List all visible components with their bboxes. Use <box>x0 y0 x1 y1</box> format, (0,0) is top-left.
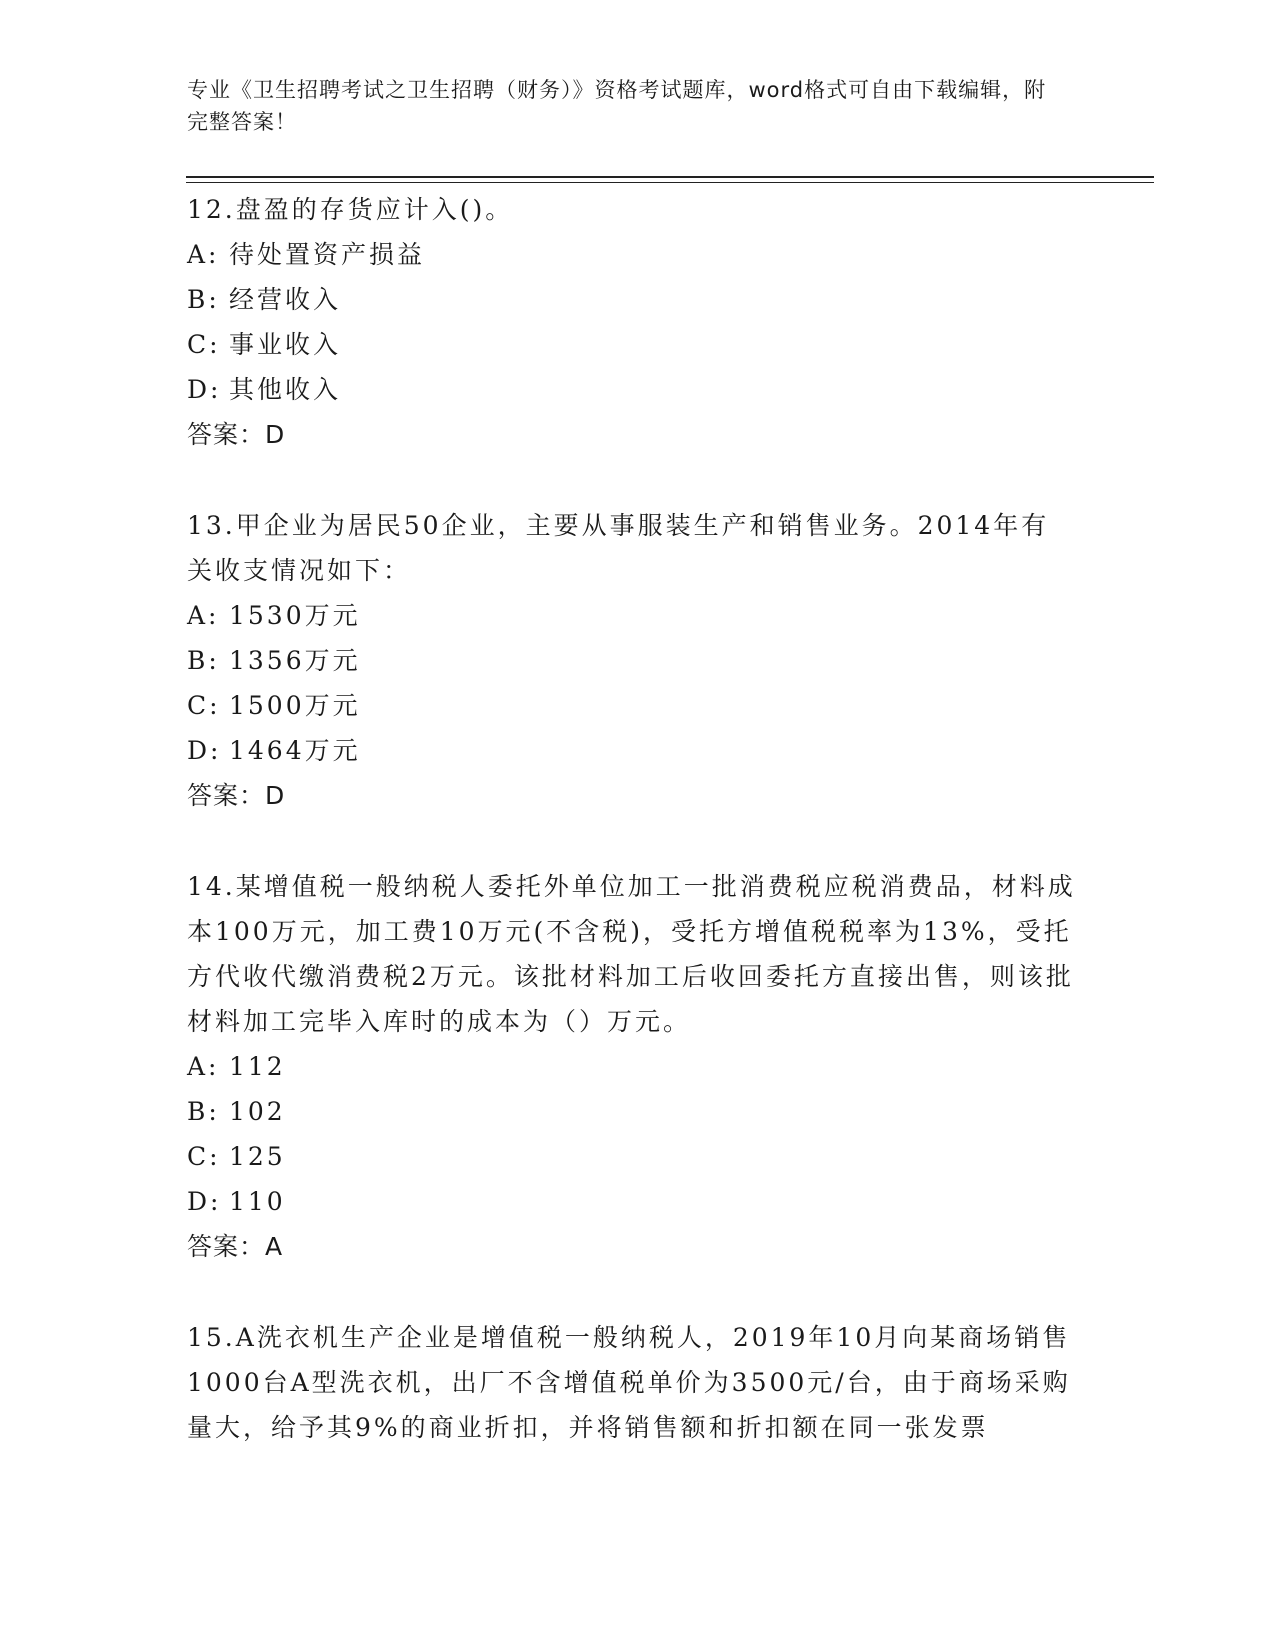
option-text: 102 <box>229 1097 286 1126</box>
document-header-intro: 专业《卫生招聘考试之卫生招聘（财务）》资格考试题库，word格式可自由下载编辑，附完整答案！ <box>187 78 1047 134</box>
option-text: 1500万元 <box>229 691 361 720</box>
option-c <box>187 322 1077 367</box>
option-letter: A: <box>187 240 220 269</box>
question-14 <box>187 864 1077 1269</box>
option-text: 1356万元 <box>229 646 361 675</box>
question-stem: 14.某增值税一般纳税人委托外单位加工一批消费税应税消费品，材料成本100万元，加工费10万元(不含税)，受托方增值税税率为13%，受托方代收代缴消费税2万元。该批材料加工后收回委托方直接出售，则该批材料加工完毕入库时的成本为（）万元。 <box>187 872 1076 1036</box>
option-b <box>187 277 1077 322</box>
option-a <box>187 593 1077 638</box>
option-c <box>187 1134 1077 1179</box>
option-letter: A: <box>187 601 220 630</box>
question-15 <box>187 1315 1077 1450</box>
header-divider-thick <box>186 176 1154 178</box>
option-letter: B: <box>187 285 220 314</box>
option-text: 1530万元 <box>229 601 361 630</box>
option-letter: A: <box>187 1052 220 1081</box>
option-text: 待处置资产损益 <box>229 240 426 269</box>
option-text: 经营收入 <box>229 285 342 314</box>
header-divider-thin <box>186 182 1154 183</box>
option-d <box>187 1179 1077 1224</box>
option-a <box>187 1044 1077 1089</box>
option-letter: C: <box>187 1142 221 1171</box>
option-letter: D: <box>187 736 222 765</box>
answer-line: 答案：A <box>187 1232 284 1261</box>
option-b <box>187 638 1077 683</box>
question-stem: 12.盘盈的存货应计入()。 <box>187 195 514 224</box>
option-a <box>187 232 1077 277</box>
option-d <box>187 728 1077 773</box>
question-stem: 13.甲企业为居民50企业，主要从事服装生产和销售业务。2014年有关收支情况如下： <box>187 511 1050 585</box>
question-12 <box>187 187 1077 457</box>
option-letter: B: <box>187 646 220 675</box>
option-letter: C: <box>187 330 221 359</box>
answer-line: 答案：D <box>187 420 286 449</box>
answer-line: 答案：D <box>187 781 286 810</box>
option-text: 110 <box>229 1187 286 1216</box>
question-list <box>187 187 1077 1496</box>
option-text: 1464万元 <box>229 736 361 765</box>
option-letter: D: <box>187 1187 222 1216</box>
option-letter: B: <box>187 1097 220 1126</box>
option-letter: D: <box>187 375 222 404</box>
option-letter: C: <box>187 691 221 720</box>
option-text: 112 <box>229 1052 286 1081</box>
option-text: 125 <box>229 1142 286 1171</box>
option-b <box>187 1089 1077 1134</box>
option-c <box>187 683 1077 728</box>
question-stem: 15.A洗衣机生产企业是增值税一般纳税人，2019年10月向某商场销售1000台A型洗衣机，出厂不含增值税单价为3500元/台，由于商场采购量大，给予其9%的商业折扣，并将销售额和折扣额在同一张发票 <box>187 1323 1071 1442</box>
question-13 <box>187 503 1077 818</box>
option-d <box>187 367 1077 412</box>
option-text: 事业收入 <box>229 330 342 359</box>
option-text: 其他收入 <box>229 375 342 404</box>
